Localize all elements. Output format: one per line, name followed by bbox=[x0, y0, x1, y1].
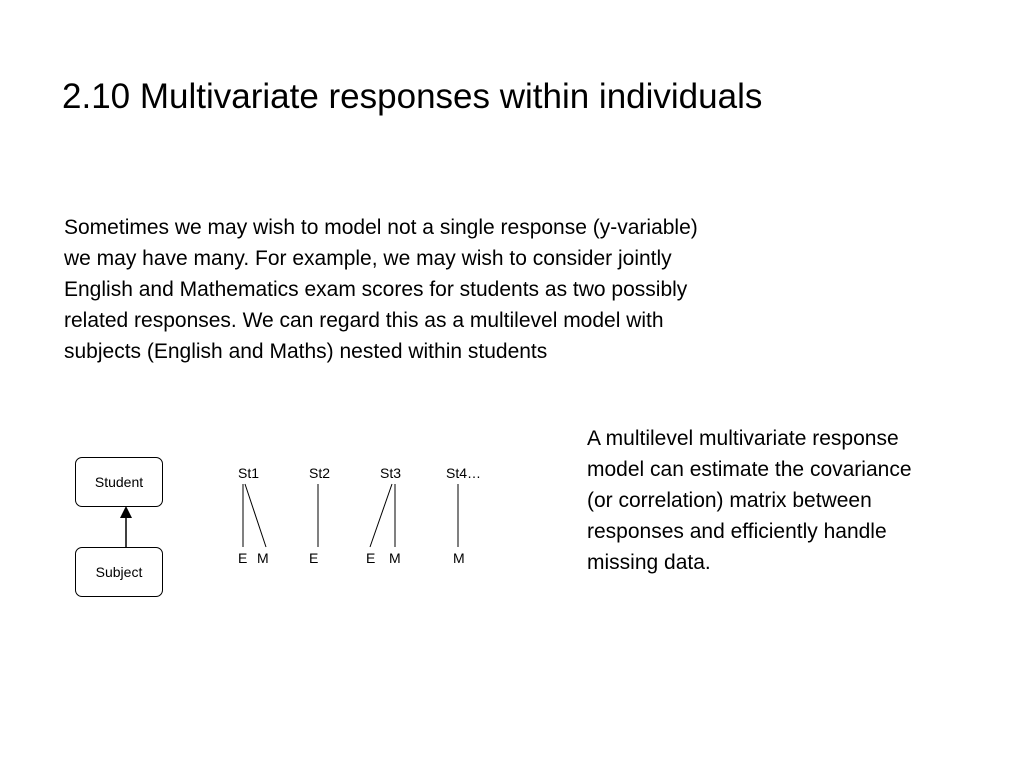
subject-unit-label: M bbox=[257, 550, 269, 566]
intro-line: we may have many. For example, we may wish to consider jointly bbox=[64, 247, 672, 270]
side-note-line: A multilevel multivariate response bbox=[587, 427, 899, 450]
subject-unit-label: M bbox=[389, 550, 401, 566]
unit-connector-line bbox=[370, 484, 392, 547]
slide-title: 2.10 Multivariate responses within individuals bbox=[62, 77, 763, 116]
subject-unit-label: E bbox=[309, 550, 319, 566]
intro-line: subjects (English and Maths) nested within students bbox=[64, 340, 548, 363]
subject-unit-label: E bbox=[238, 550, 248, 566]
side-note-line: responses and efficiently handle bbox=[587, 520, 887, 543]
intro-line: related responses. We can regard this as a multilevel model with bbox=[64, 309, 664, 332]
subject-level-label: Subject bbox=[95, 564, 143, 580]
intro-line: English and Mathematics exam scores for students as two possibly bbox=[64, 278, 688, 301]
side-note bbox=[587, 423, 1007, 578]
student-unit-label: St1 bbox=[238, 465, 260, 481]
intro-line: Sometimes we may wish to model not a single response (y-variable) bbox=[64, 216, 698, 239]
student-level-node bbox=[75, 457, 163, 507]
intro-paragraph bbox=[64, 212, 864, 367]
subject-unit-label: M bbox=[453, 550, 465, 566]
side-note-line: model can estimate the covariance bbox=[587, 458, 912, 481]
student-unit-label: St3 bbox=[380, 465, 402, 481]
unit-connector-line bbox=[245, 484, 266, 547]
side-note-line: missing data. bbox=[587, 551, 711, 574]
subject-unit-label: E bbox=[366, 550, 376, 566]
student-unit-label: St4… bbox=[446, 465, 482, 481]
student-level-label: Student bbox=[94, 474, 144, 490]
side-note-line: (or correlation) matrix between bbox=[587, 489, 872, 512]
subject-level-node bbox=[75, 547, 163, 597]
student-unit-label: St2 bbox=[309, 465, 331, 481]
